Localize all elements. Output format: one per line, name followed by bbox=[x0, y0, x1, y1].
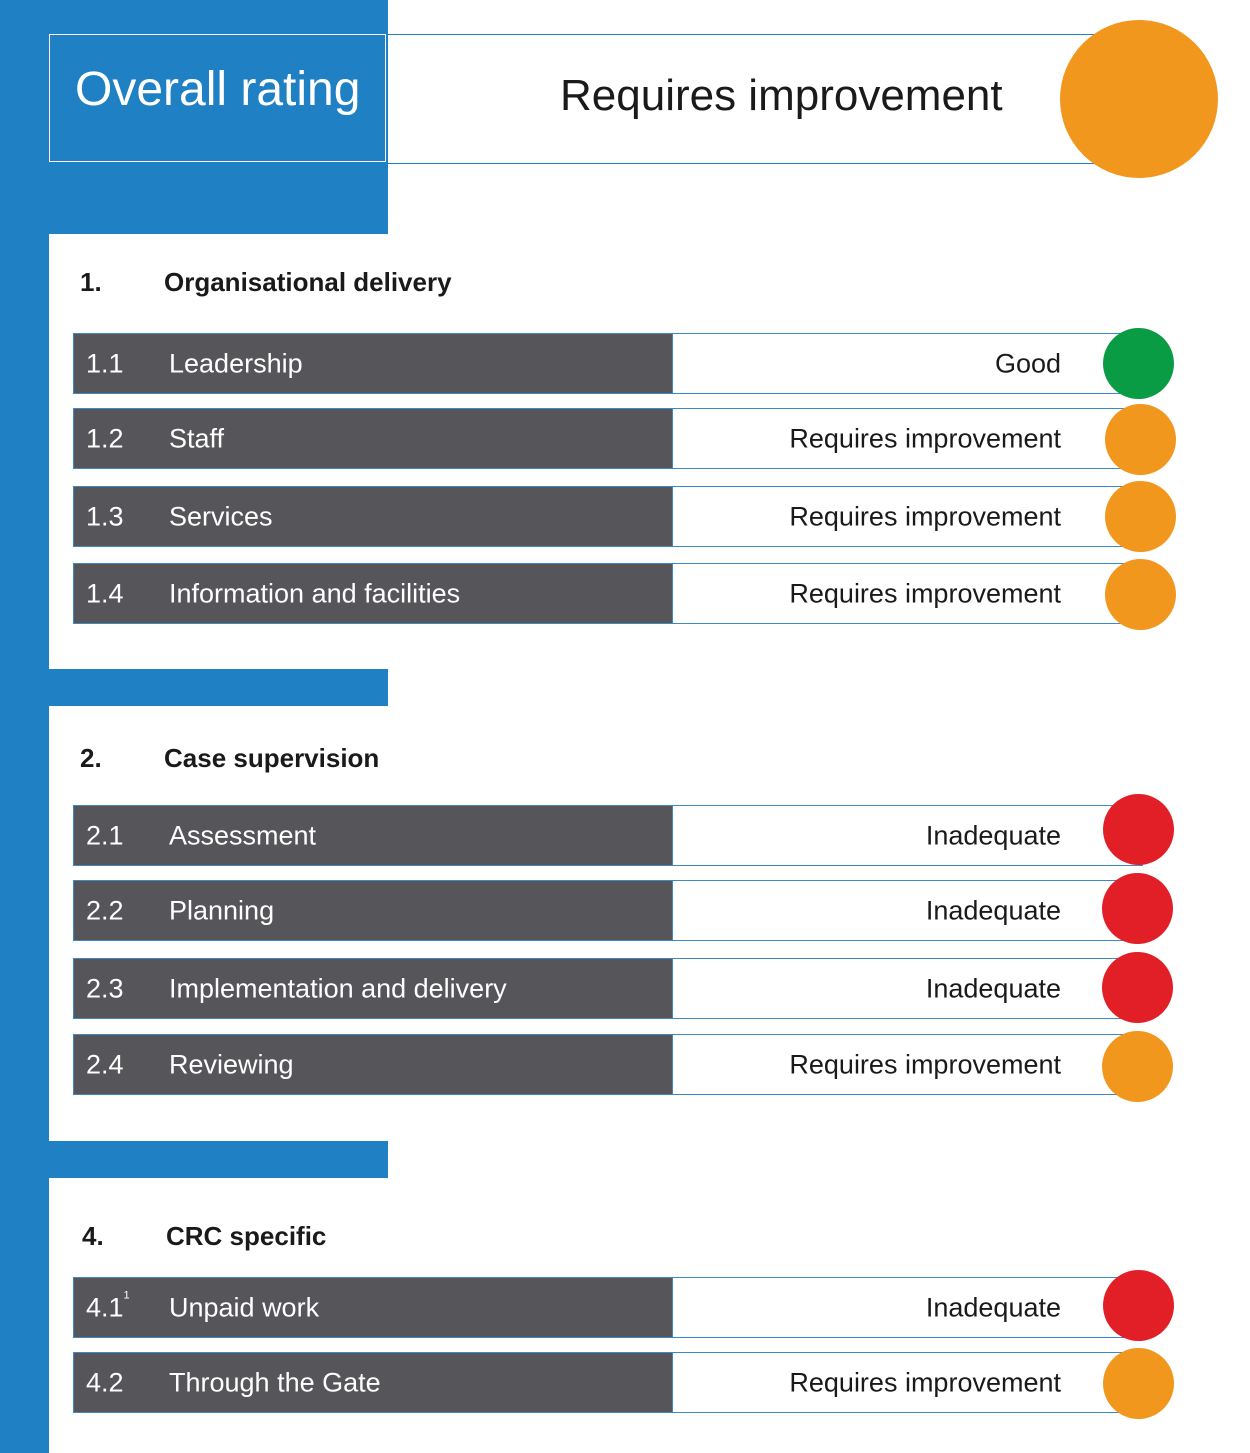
row-label-cell bbox=[73, 1352, 673, 1413]
row-label: Services bbox=[169, 501, 273, 531]
section-title: Case supervision bbox=[164, 743, 380, 773]
section-title: Organisational delivery bbox=[164, 267, 452, 297]
row-rating: Requires improvement bbox=[789, 1367, 1061, 1397]
rating-indicator bbox=[1102, 873, 1173, 944]
row-number: 1.3 bbox=[86, 501, 124, 531]
row-rating: Inadequate bbox=[925, 1292, 1061, 1322]
row-label-cell bbox=[73, 408, 673, 469]
row-label-cell bbox=[73, 805, 673, 866]
row-label-cell bbox=[73, 1034, 673, 1095]
row-number: 4.2 bbox=[86, 1367, 124, 1397]
rating-indicator bbox=[1105, 559, 1176, 630]
row-label-cell bbox=[73, 1277, 673, 1338]
row-label: Staff bbox=[169, 423, 225, 453]
row-rating: Requires improvement bbox=[789, 501, 1061, 531]
row-label: Through the Gate bbox=[169, 1367, 381, 1397]
section-divider bbox=[0, 669, 388, 706]
row-number bbox=[86, 1289, 130, 1322]
overall-rating-title: Overall rating bbox=[75, 63, 361, 116]
row-label: Implementation and delivery bbox=[169, 973, 507, 1003]
row-number: 2.1 bbox=[86, 820, 124, 850]
row-label-cell bbox=[73, 486, 673, 547]
row-rating: Inadequate bbox=[925, 895, 1061, 925]
row-label: Unpaid work bbox=[169, 1292, 320, 1322]
row-number: 2.2 bbox=[86, 895, 124, 925]
section-number: 1. bbox=[80, 267, 102, 297]
row-number: 1.2 bbox=[86, 423, 124, 453]
rating-indicator bbox=[1105, 404, 1176, 475]
row-label: Leadership bbox=[169, 348, 303, 378]
row-rating: Requires improvement bbox=[789, 1049, 1061, 1079]
row-rating-cell bbox=[673, 1352, 1143, 1413]
row-number: 1.4 bbox=[86, 578, 124, 608]
row-number: 1.1 bbox=[86, 348, 124, 378]
row-label-cell bbox=[73, 958, 673, 1019]
rating-indicator bbox=[1103, 794, 1174, 865]
row-rating-cell bbox=[673, 333, 1143, 394]
row-rating-cell bbox=[673, 563, 1143, 624]
row-label-cell bbox=[73, 563, 673, 624]
row-label-cell bbox=[73, 333, 673, 394]
section-number: 2. bbox=[80, 743, 102, 773]
rating-indicator bbox=[1105, 481, 1176, 552]
row-rating-cell bbox=[673, 408, 1143, 469]
overall-rating-value: Requires improvement bbox=[560, 71, 1003, 120]
row-rating: Inadequate bbox=[925, 973, 1061, 1003]
row-rating: Inadequate bbox=[925, 820, 1061, 850]
row-label: Planning bbox=[169, 895, 275, 925]
row-label-cell bbox=[73, 880, 673, 941]
row-rating: Requires improvement bbox=[789, 423, 1061, 453]
row-label: Reviewing bbox=[169, 1049, 294, 1079]
row-label: Assessment bbox=[169, 820, 317, 850]
row-rating-cell bbox=[673, 805, 1143, 866]
overall-rating-indicator bbox=[1060, 20, 1218, 178]
row-rating: Good bbox=[994, 348, 1061, 378]
rating-indicator bbox=[1102, 952, 1173, 1023]
row-rating: Requires improvement bbox=[789, 578, 1061, 608]
rating-indicator bbox=[1103, 328, 1174, 399]
row-rating-cell bbox=[673, 1034, 1143, 1095]
rating-indicator bbox=[1103, 1348, 1174, 1419]
section-divider bbox=[0, 1141, 388, 1178]
row-number-text: 4.1 bbox=[86, 1292, 124, 1322]
row-label: Information and facilities bbox=[169, 578, 461, 608]
row-rating-cell bbox=[673, 880, 1143, 941]
row-number: 2.4 bbox=[86, 1049, 124, 1079]
row-rating-cell bbox=[673, 1277, 1143, 1338]
row-rating-cell bbox=[673, 958, 1143, 1019]
rating-indicator bbox=[1103, 1270, 1174, 1341]
section-title: CRC specific bbox=[166, 1221, 327, 1251]
row-number: 2.3 bbox=[86, 973, 124, 1003]
section-number: 4. bbox=[82, 1221, 104, 1251]
rating-indicator bbox=[1102, 1031, 1173, 1102]
footnote-marker: 1 bbox=[123, 1289, 130, 1301]
row-rating-cell bbox=[673, 486, 1143, 547]
